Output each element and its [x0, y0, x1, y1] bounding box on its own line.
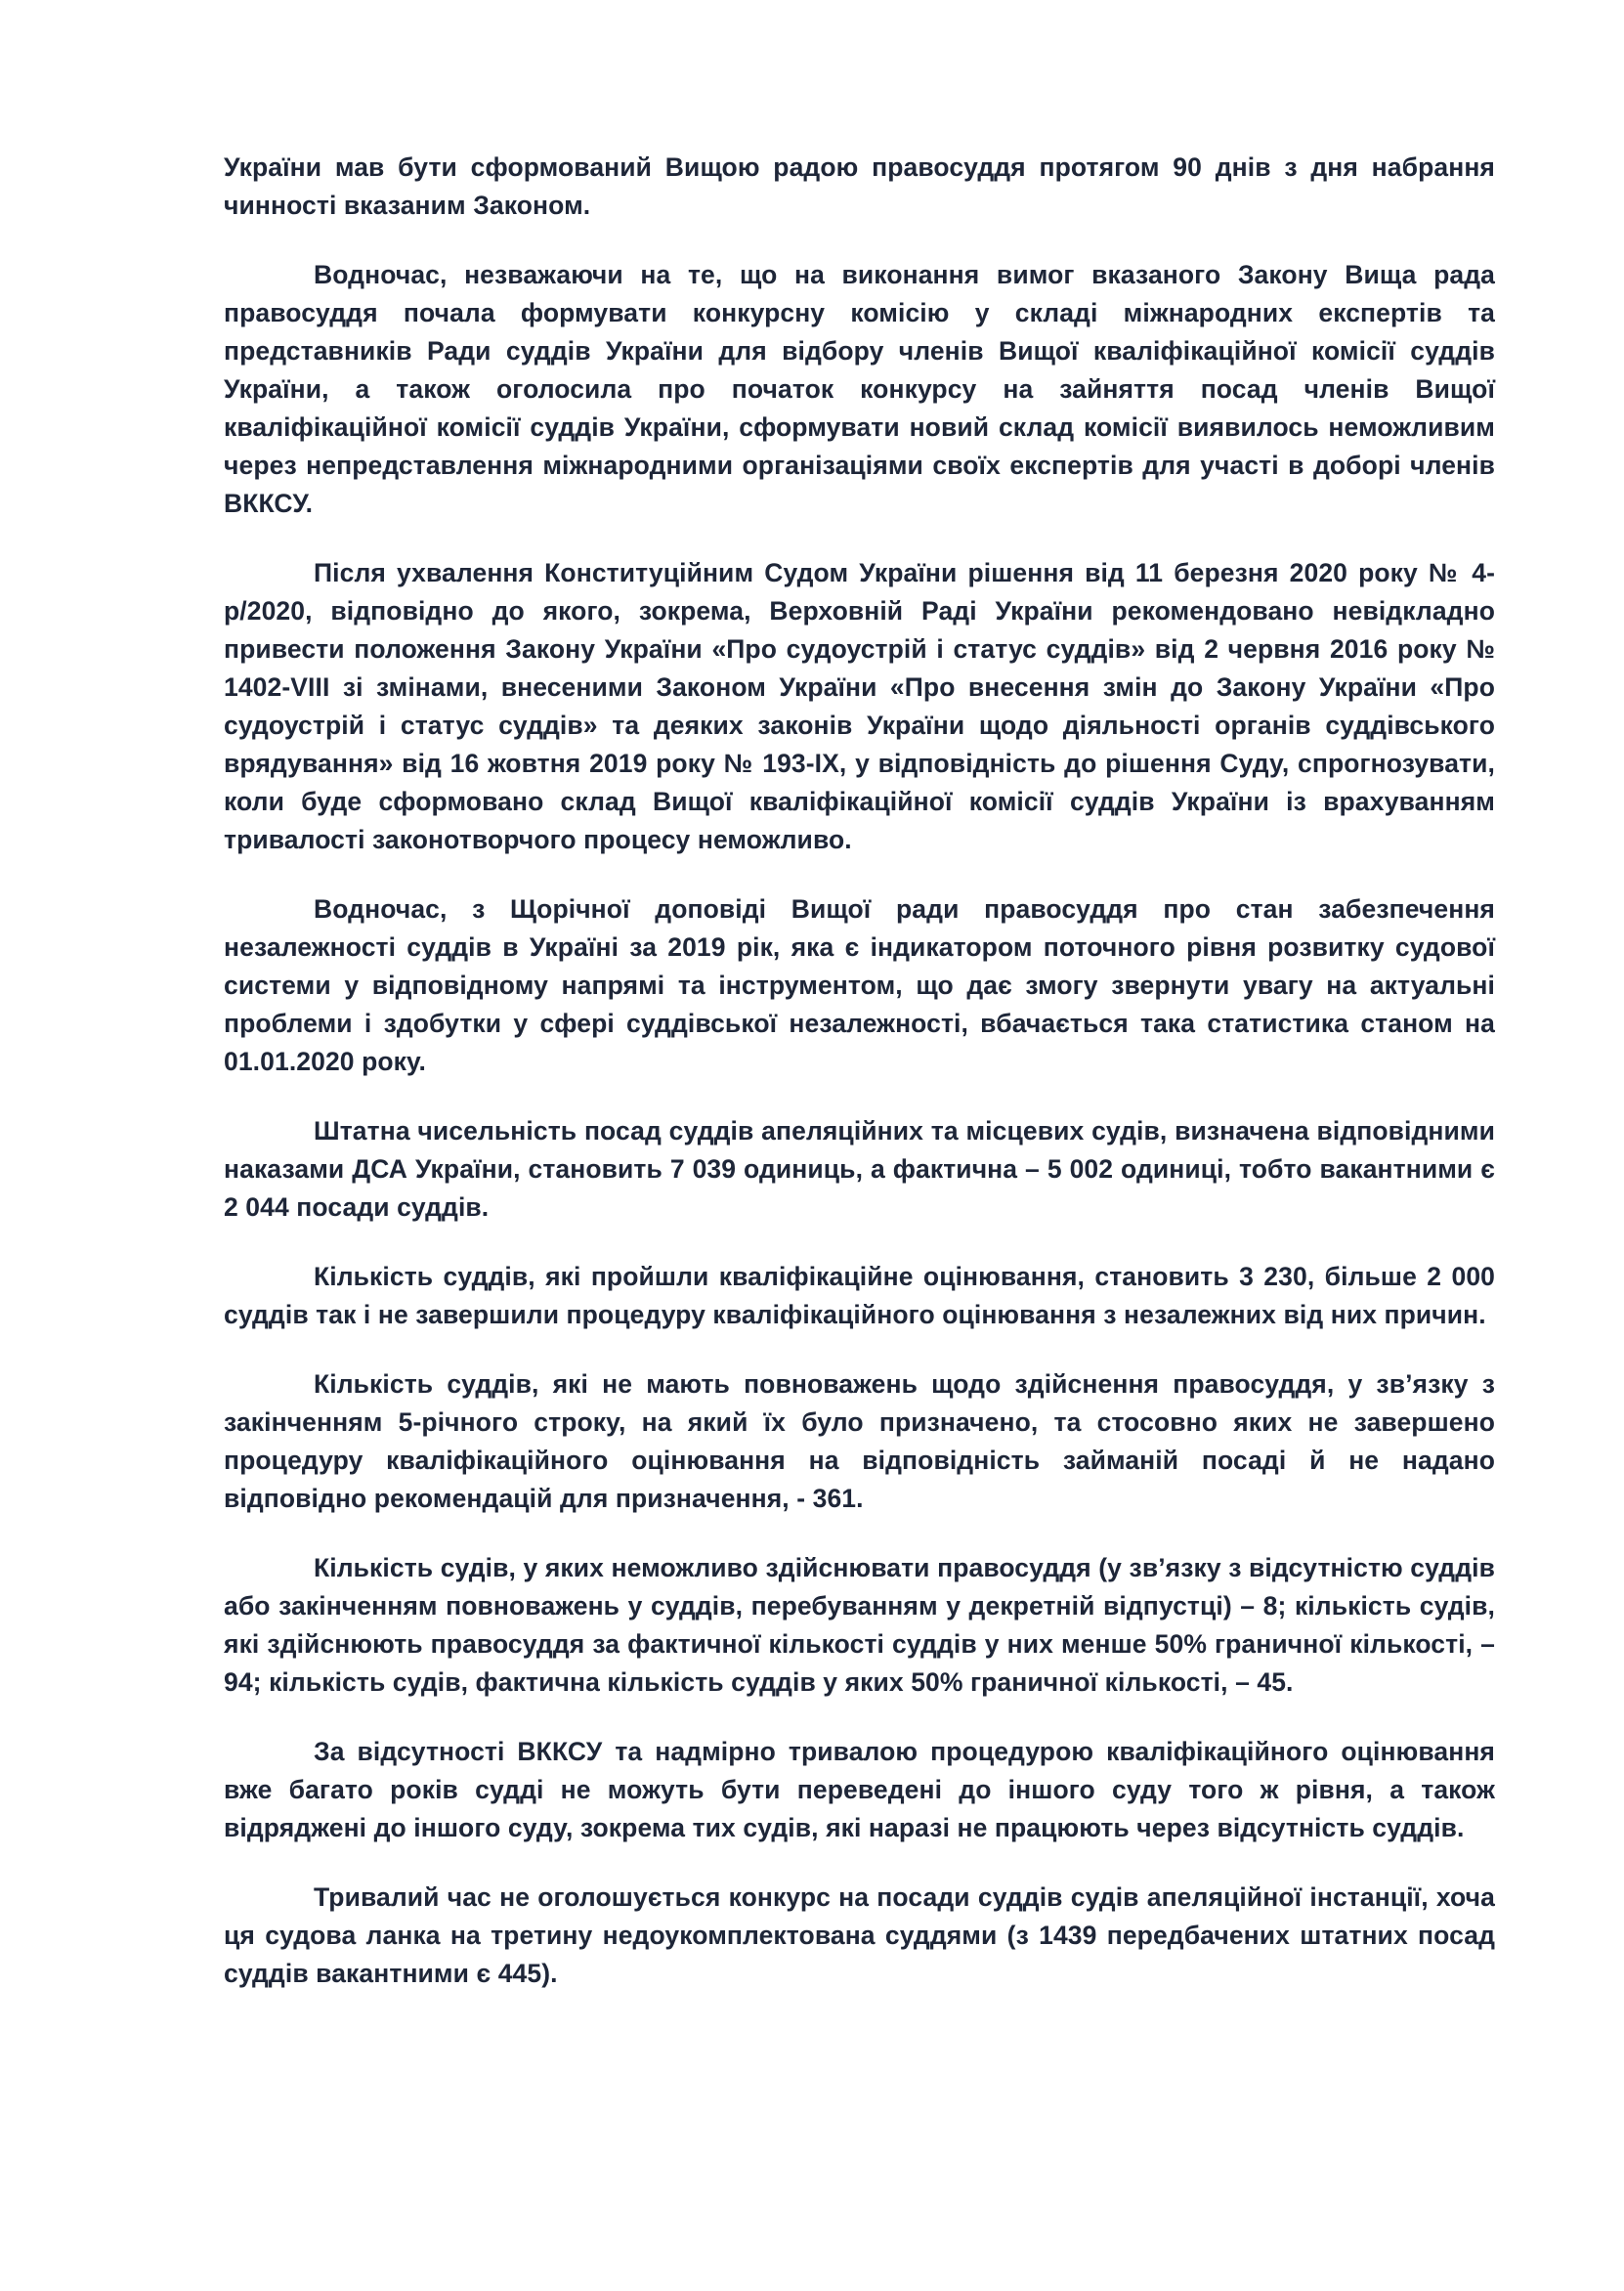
paragraph-9: За відсутності ВККСУ та надмірно тривалою процедурою кваліфікаційного оцінювання вже багато років судді не можуть бути переведені до іншого суду того ж рівня, а також відряджені до іншого суду, зокрема тих судів, які наразі не працюють через відсутність суддів.	[224, 1737, 1495, 1842]
paragraph-1: України мав бути сформований Вищою радою правосуддя протягом 90 днів з дня набрання чинності вказаним Законом.	[224, 152, 1495, 220]
paragraph-4: Водночас, з Щорічної доповіді Вищої ради правосуддя про стан забезпечення незалежності суддів в Україні за 2019 рік, яка є індикатором поточного рівня розвитку судової системи у відповідному напрямі та інструментом, що дає змогу звернути увагу на актуальні проблеми і здобутки у сфері суддівської незалежності, вбачається така статистика станом на 01.01.2020 року.	[224, 894, 1495, 1076]
paragraph-8: Кількість судів, у яких неможливо здійснювати правосуддя (у зв’язку з відсутністю суддів або закінченням повноважень у суддів, перебуванням у декретній відпустці) – 8; кількість судів, які здійснюють правосуддя за фактичної кількості суддів у них менше 50% граничної кількості, – 94; кількість судів, фактична кількість суддів у яких 50% граничної кількості, – 45.	[224, 1553, 1495, 1697]
paragraph-2: Водночас, незважаючи на те, що на виконання вимог вказаного Закону Вища рада правосуддя почала формувати конкурсну комісію у складі міжнародних експертів та представників Ради суддів України для відбору членів Вищої кваліфікаційної комісії суддів України, а також оголосила про початок конкурсу на зайняття посад членів Вищої кваліфікаційної комісії суддів України, сформувати новий склад комісії виявилось неможливим через непредставлення міжнародними організаціями своїх експертів для участі в доборі членів ВККСУ.	[224, 260, 1495, 518]
paragraph-10: Тривалий час не оголошується конкурс на посади суддів судів апеляційної інстанції, хоча ця судова ланка на третину недоукомплектована суддями (з 1439 передбачених штатних посад суддів вакантними є 445).	[224, 1882, 1495, 1988]
paragraph-5: Штатна чисельність посад суддів апеляційних та місцевих судів, визначена відповідними наказами ДСА України, становить 7 039 одиниць, а фактична – 5 002 одиниці, тобто вакантними є 2 044 посади суддів.	[224, 1116, 1495, 1222]
paragraph-7: Кількість суддів, які не мають повноважень щодо здійснення правосуддя, у зв’язку з закінченням 5-річного строку, на який їх було призначено, та стосовно яких не завершено процедуру кваліфікаційного оцінювання на відповідність займаній посаді й не надано відповідно рекомендацій для призначення, - 361.	[224, 1369, 1495, 1513]
paragraph-6: Кількість суддів, які пройшли кваліфікаційне оцінювання, становить 3 230, більше 2 000 суддів так і не завершили процедуру кваліфікаційного оцінювання з незалежних від них причин.	[224, 1262, 1495, 1329]
paragraph-3: Після ухвалення Конституційним Судом України рішення від 11 березня 2020 року № 4-р/2020, відповідно до якого, зокрема, Верховній Раді України рекомендовано невідкладно привести положення Закону України «Про судоустрій і статус суддів» від 2 червня 2016 року № 1402-VIII зі змінами, внесеними Законом України «Про внесення змін до Закону України «Про судоустрій і статус суддів» та деяких законів України щодо діяльності органів суддівського врядування» від 16 жовтня 2019 року № 193-IX, у відповідність до рішення Суду, спрогнозувати, коли буде сформовано склад Вищої кваліфікаційної комісії суддів України із врахуванням тривалості законотворчого процесу неможливо.	[224, 558, 1495, 854]
